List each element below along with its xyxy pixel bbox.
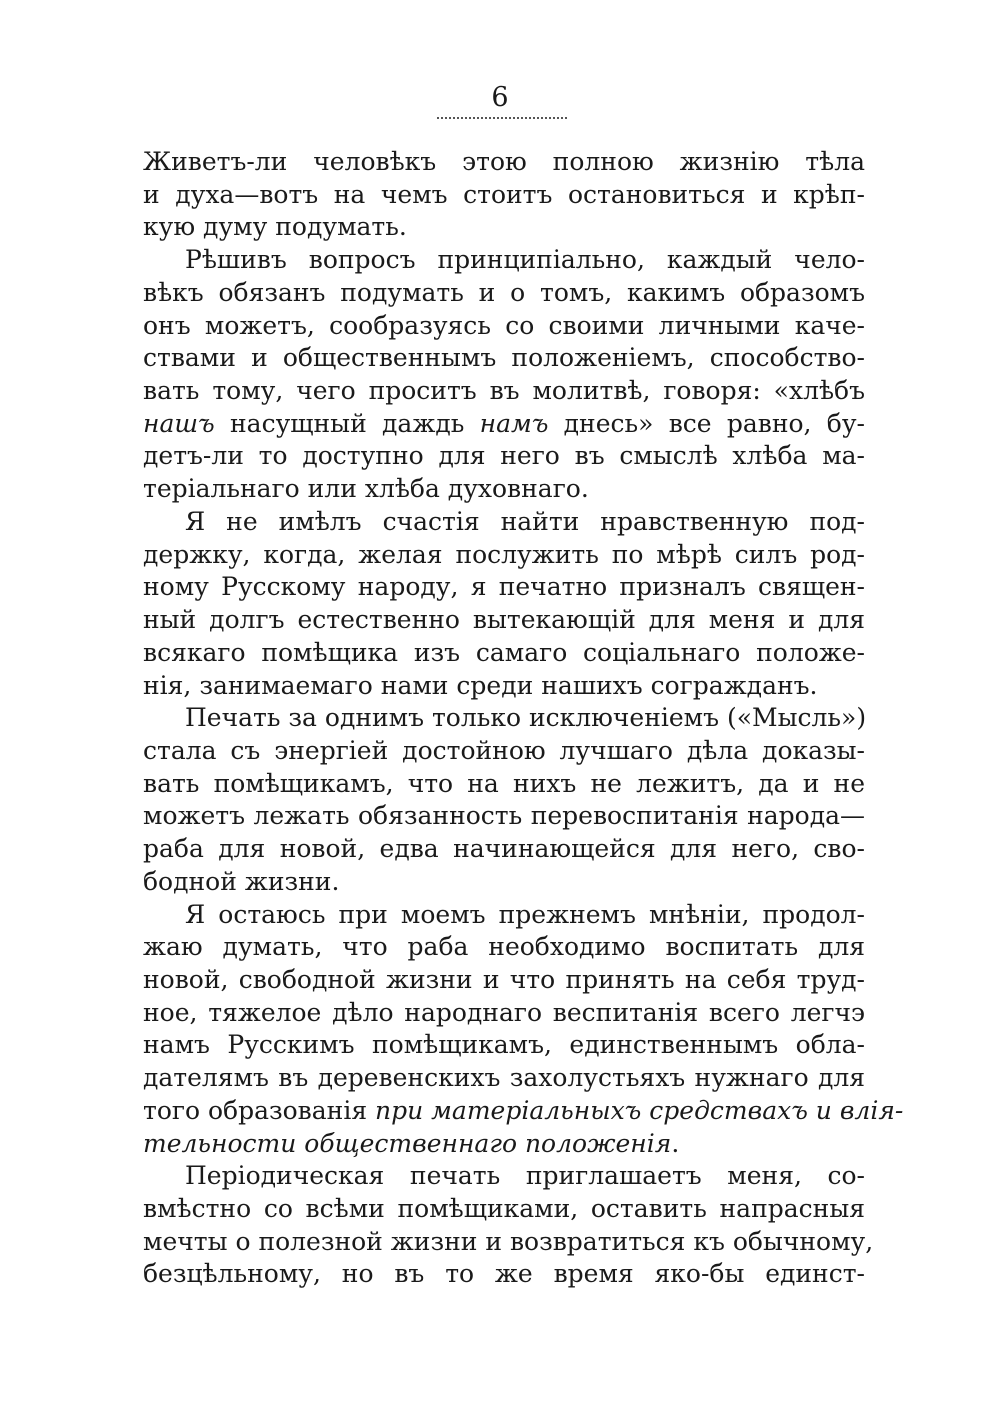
italic-text: намъ — [479, 408, 549, 438]
text-line — [143, 1095, 904, 1128]
text-segment: можетъ лежать обязанность перевоспитанія народа— — [143, 801, 865, 831]
text-segment: вать тому, чего проситъ въ молитвѣ, говоря: «хлѣбъ — [143, 376, 865, 406]
text-line — [143, 997, 865, 1030]
text-line — [143, 637, 865, 670]
text-line — [143, 342, 865, 375]
text-segment: вать помѣщикамъ, что на нихъ не лежитъ, да и не — [143, 768, 865, 798]
text-line — [143, 670, 865, 703]
text-line — [143, 964, 865, 997]
text-line — [143, 833, 865, 866]
text-line — [143, 571, 865, 604]
text-segment: того образованія — [143, 1095, 376, 1125]
italic-text: нашъ — [143, 408, 215, 438]
italic-text: при матеріальныхъ средствахъ и влія- — [375, 1095, 904, 1125]
text-segment: и духа—вотъ на чемъ стоитъ остановиться и крѣп- — [143, 179, 865, 209]
text-segment: насущный даждь — [214, 408, 480, 438]
text-segment: держку, когда, желая послужить по мѣрѣ силъ род- — [143, 539, 865, 569]
text-line — [143, 277, 865, 310]
text-segment: нія, занимаемаго нами среди нашихъ согражданъ. — [143, 670, 818, 700]
page-number: 6 — [491, 82, 509, 113]
text-segment: вмѣстно со всѣми помѣщиками, оставить напрасныя — [143, 1194, 865, 1223]
text-segment: новой, свободной жизни и что принять на себя труд- — [143, 964, 865, 994]
text-segment: Періодическая печать приглашаетъ меня, со- — [185, 1161, 865, 1191]
text-line — [143, 375, 865, 408]
text-line — [143, 1062, 865, 1095]
text-line — [143, 899, 865, 932]
text-line — [143, 1258, 865, 1291]
text-line — [143, 473, 865, 506]
header-dotted-rule — [437, 117, 567, 119]
text-line — [143, 1160, 865, 1193]
text-line — [143, 931, 865, 964]
text-line — [143, 604, 865, 637]
paragraph — [143, 146, 865, 244]
paragraph — [143, 1160, 874, 1291]
text-line — [143, 506, 865, 539]
text-segment: вѣкъ обязанъ подумать и о томъ, какимъ образомъ — [143, 277, 865, 307]
paragraph — [143, 244, 865, 506]
body-text — [143, 146, 904, 1291]
italic-text: тельности общественнаго положенія — [143, 1128, 672, 1158]
text-line — [143, 179, 865, 212]
text-line — [143, 211, 865, 244]
text-segment: кую думу подумать. — [143, 212, 407, 242]
text-segment: Рѣшивъ вопросъ принципіально, каждый чело- — [185, 245, 865, 275]
text-line — [143, 146, 865, 179]
text-line — [143, 768, 865, 801]
text-segment: жаю думать, что раба необходимо воспитать для — [143, 932, 865, 962]
text-segment: Печать за однимъ только исключеніемъ («Мысль») — [185, 703, 867, 733]
text-line — [143, 408, 865, 441]
text-segment: . — [671, 1128, 680, 1158]
text-segment: безцѣльному, но въ то же время яко-бы единст- — [143, 1259, 865, 1289]
text-segment: дателямъ въ деревенскихъ захолустьяхъ нужнаго для — [143, 1063, 865, 1093]
paragraph — [143, 899, 904, 1161]
text-line — [143, 1193, 865, 1226]
paragraph — [143, 506, 865, 702]
text-line — [143, 1226, 874, 1259]
text-segment: теріальнаго или хлѣба духовнаго. — [143, 474, 589, 504]
text-segment: Живетъ-ли человѣкъ этою полною жизнію тѣла — [143, 147, 865, 176]
text-segment: ное, тяжелое дѣло народнаго веспитанія всего легчэ — [143, 997, 865, 1027]
text-line — [143, 310, 865, 343]
text-line — [143, 1029, 865, 1062]
text-line — [143, 539, 865, 572]
text-segment: всякаго помѣщика изъ самаго соціальнаго положе- — [143, 637, 865, 667]
text-segment: стала съ энергіей достойною лучшаго дѣла доказы- — [143, 735, 865, 765]
text-segment: Я остаюсь при моемъ прежнемъ мнѣніи, продол- — [185, 899, 865, 929]
text-segment: намъ Русскимъ помѣщикамъ, единственнымъ обла- — [143, 1030, 865, 1060]
text-line — [143, 800, 865, 833]
text-segment: днесь» все равно, бу- — [548, 408, 865, 438]
text-segment: бодной жизни. — [143, 866, 340, 896]
text-segment: ствами и общественнымъ положеніемъ, способство- — [143, 343, 865, 373]
text-segment: онъ можетъ, сообразуясь со своими личными каче- — [143, 310, 865, 340]
text-segment: ный долгъ естественно вытекающій для меня и для — [143, 605, 865, 635]
text-segment: Я не имѣлъ счастія найти нравственную под- — [185, 506, 865, 536]
text-line — [143, 244, 865, 277]
text-line — [143, 702, 865, 735]
text-line — [143, 440, 865, 473]
text-segment: раба для новой, едва начинающейся для него, сво- — [143, 834, 865, 864]
text-segment: ному Русскому народу, я печатно призналъ священ- — [143, 572, 865, 602]
text-segment: мечты о полезной жизни и возвратиться къ обычному, — [143, 1226, 874, 1256]
text-line — [143, 735, 865, 768]
paragraph — [143, 702, 865, 898]
text-segment: детъ-ли то доступно для него въ смыслѣ хлѣба ма- — [143, 441, 865, 471]
text-line — [143, 866, 865, 899]
text-line — [143, 1128, 865, 1161]
